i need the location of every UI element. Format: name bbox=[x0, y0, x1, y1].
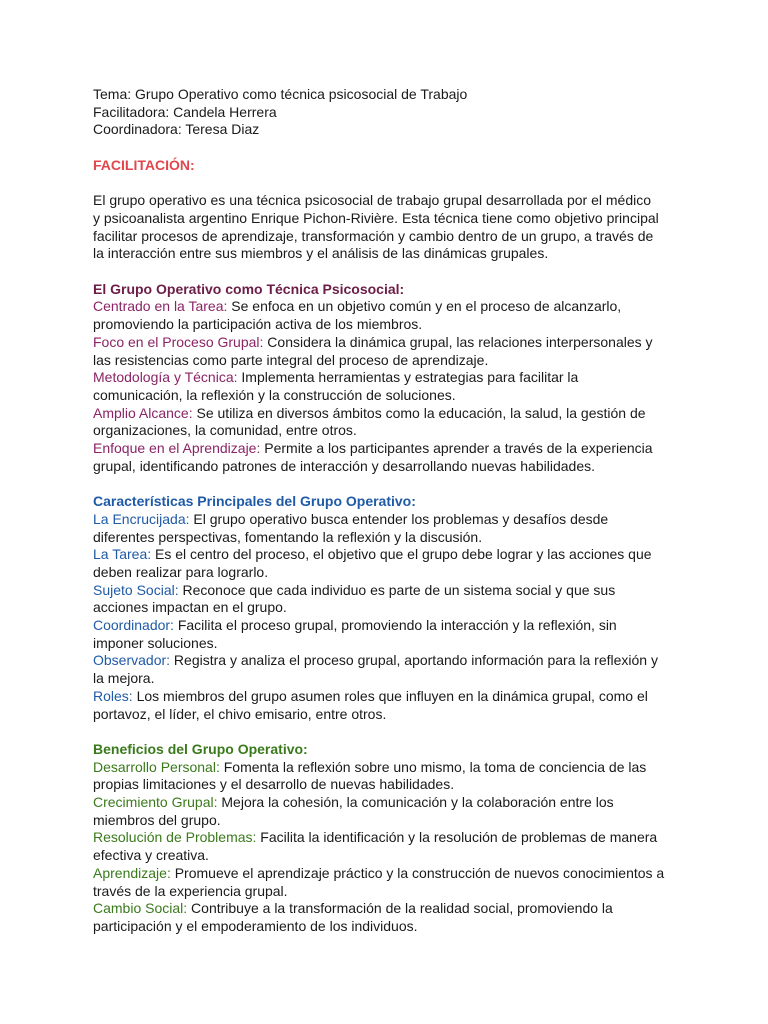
item-definition: Considera la dinámica grupal, las relaciones interpersonales y bbox=[263, 333, 653, 350]
item-first-line bbox=[93, 582, 683, 600]
facilitacion-paragraph bbox=[93, 192, 683, 263]
item-definition: Registra y analiza el proceso grupal, aportando información para la reflexión y bbox=[170, 652, 658, 669]
item-term: Aprendizaje: bbox=[93, 864, 171, 881]
tecnica-item bbox=[93, 298, 683, 333]
tecnica-item bbox=[93, 440, 683, 475]
caracteristicas-item bbox=[93, 688, 683, 723]
item-definition: Mejora la cohesión, la comunicación y la colaboración entre los bbox=[217, 794, 614, 811]
tecnica-list bbox=[93, 298, 683, 475]
item-first-line bbox=[93, 794, 683, 812]
item-continuation-line: acciones impactan en el grupo. bbox=[93, 599, 287, 616]
item-definition: Facilita el proceso grupal, promoviendo la interacción y la reflexión, sin bbox=[173, 617, 617, 634]
spacer bbox=[93, 723, 683, 741]
facilitadora-line: Facilitadora: Candela Herrera bbox=[93, 103, 277, 120]
item-continuation-line: participación y el empoderamiento de los individuos. bbox=[93, 917, 418, 934]
paragraph-line: El grupo operativo es una técnica psicosocial de trabajo grupal desarrollada por el médico bbox=[93, 192, 651, 209]
item-continuation-line: través de la experiencia grupal. bbox=[93, 882, 288, 899]
spacer bbox=[93, 475, 683, 493]
item-definition: Fomenta la reflexión sobre uno mismo, la toma de conciencia de las bbox=[219, 758, 647, 775]
item-definition: Contribuye a la transformación de la realidad social, promoviendo la bbox=[187, 900, 613, 917]
item-definition: Promueve el aprendizaje práctico y la construcción de nuevos conocimientos a bbox=[170, 864, 665, 881]
tecnica-item bbox=[93, 369, 683, 404]
item-definition: El grupo operativo busca entender los problemas y desafíos desde bbox=[189, 510, 609, 527]
coordinadora-line: Coordinadora: Teresa Diaz bbox=[93, 121, 260, 138]
item-first-line bbox=[93, 652, 683, 670]
beneficios-item bbox=[93, 829, 683, 864]
item-definition: Reconoce que cada individuo es parte de un sistema social y que sus bbox=[178, 581, 616, 598]
item-continuation-line: grupal, identificando patrones de interacción y desarrollando nuevas habilidades. bbox=[93, 457, 595, 474]
item-term: Roles: bbox=[93, 687, 133, 704]
caracteristicas-item bbox=[93, 582, 683, 617]
caracteristicas-item bbox=[93, 511, 683, 546]
item-continuation-line: portavoz, el líder, el chivo emisario, entre otros. bbox=[93, 705, 387, 722]
item-continuation-line: organizaciones, la comunidad, entre otros. bbox=[93, 422, 357, 439]
item-term: Centrado en la Tarea: bbox=[93, 298, 228, 315]
item-continuation-line: promoviendo la participación activa de los miembros. bbox=[93, 316, 423, 333]
tecnica-heading: El Grupo Operativo como Técnica Psicosocial: bbox=[93, 280, 405, 297]
beneficios-item bbox=[93, 794, 683, 829]
item-definition: Implementa herramientas y estrategias para facilitar la bbox=[237, 369, 579, 386]
item-continuation-line: propias limitaciones y el desarrollo de nuevas habilidades. bbox=[93, 776, 455, 793]
caracteristicas-item bbox=[93, 617, 683, 652]
item-definition: Se enfoca en un objetivo común y en el proceso de alcanzarlo, bbox=[227, 298, 622, 315]
facilitacion-heading: FACILITACIÓN: bbox=[93, 156, 195, 173]
item-definition: Es el centro del proceso, el objetivo que el grupo debe lograr y las acciones que bbox=[151, 546, 652, 563]
item-continuation-line: diferentes perspectivas, fomentando la reflexión y la discusión. bbox=[93, 528, 483, 545]
item-term: Amplio Alcance: bbox=[93, 404, 193, 421]
spacer bbox=[93, 175, 683, 193]
tecnica-item bbox=[93, 405, 683, 440]
beneficios-item bbox=[93, 865, 683, 900]
paragraph-line: facilitar procesos de aprendizaje, transformación y cambio dentro de un grupo, a través de bbox=[93, 227, 654, 244]
item-first-line bbox=[93, 440, 683, 458]
spacer bbox=[93, 263, 683, 281]
beneficios-heading: Beneficios del Grupo Operativo: bbox=[93, 740, 308, 757]
item-first-line bbox=[93, 546, 683, 564]
item-definition: Se utiliza en diversos ámbitos como la educación, la salud, la gestión de bbox=[192, 404, 646, 421]
item-continuation-line: las resistencias como parte integral del proceso de aprendizaje. bbox=[93, 351, 489, 368]
item-term: La Encrucijada: bbox=[93, 510, 190, 527]
item-term: Observador: bbox=[93, 652, 171, 669]
item-term: Crecimiento Grupal: bbox=[93, 794, 218, 811]
item-first-line bbox=[93, 759, 683, 777]
item-definition: Facilita la identificación y la resolución de problemas de manera bbox=[256, 829, 658, 846]
item-term: Foco en el Proceso Grupal: bbox=[93, 333, 264, 350]
item-first-line bbox=[93, 829, 683, 847]
item-term: Enfoque en el Aprendizaje: bbox=[93, 440, 261, 457]
spacer bbox=[93, 139, 683, 157]
item-continuation-line: la mejora. bbox=[93, 670, 155, 687]
item-first-line bbox=[93, 369, 683, 387]
item-continuation-line: miembros del grupo. bbox=[93, 811, 221, 828]
tema-line: Tema: Grupo Operativo como técnica psicosocial de Trabajo bbox=[93, 86, 468, 102]
item-term: Metodología y Técnica: bbox=[93, 369, 238, 386]
beneficios-item bbox=[93, 900, 683, 935]
caracteristicas-item bbox=[93, 546, 683, 581]
item-continuation-line: deben realizar para lograrlo. bbox=[93, 563, 269, 580]
item-continuation-line: imponer soluciones. bbox=[93, 634, 218, 651]
caracteristicas-list bbox=[93, 511, 683, 723]
item-continuation-line: efectiva y creativa. bbox=[93, 847, 209, 864]
item-continuation-line: comunicación, la reflexión y la construcción de soluciones. bbox=[93, 386, 456, 403]
item-definition: Permite a los participantes aprender a través de la experiencia bbox=[260, 440, 653, 457]
caracteristicas-heading: Características Principales del Grupo Operativo: bbox=[93, 493, 416, 510]
paragraph-line: la interacción entre sus miembros y el análisis de las dinámicas grupales. bbox=[93, 245, 549, 262]
tecnica-item bbox=[93, 334, 683, 369]
document-page bbox=[93, 86, 683, 936]
item-term: Coordinador: bbox=[93, 617, 174, 634]
beneficios-list bbox=[93, 759, 683, 936]
item-definition: Los miembros del grupo asumen roles que influyen en la dinámica grupal, como el bbox=[132, 687, 648, 704]
item-term: La Tarea: bbox=[93, 546, 152, 563]
item-first-line bbox=[93, 334, 683, 352]
item-first-line bbox=[93, 865, 683, 883]
item-first-line bbox=[93, 617, 683, 635]
item-first-line bbox=[93, 298, 683, 316]
paragraph-line: y psicoanalista argentino Enrique Pichon-Rivière. Esta técnica tiene como objetivo principal bbox=[93, 209, 659, 226]
item-term: Cambio Social: bbox=[93, 900, 188, 917]
item-first-line bbox=[93, 688, 683, 706]
item-first-line bbox=[93, 405, 683, 423]
beneficios-item bbox=[93, 759, 683, 794]
item-term: Sujeto Social: bbox=[93, 581, 179, 598]
item-first-line bbox=[93, 511, 683, 529]
caracteristicas-item bbox=[93, 652, 683, 687]
item-term: Resolución de Problemas: bbox=[93, 829, 257, 846]
item-term: Desarrollo Personal: bbox=[93, 758, 220, 775]
item-first-line bbox=[93, 900, 683, 918]
